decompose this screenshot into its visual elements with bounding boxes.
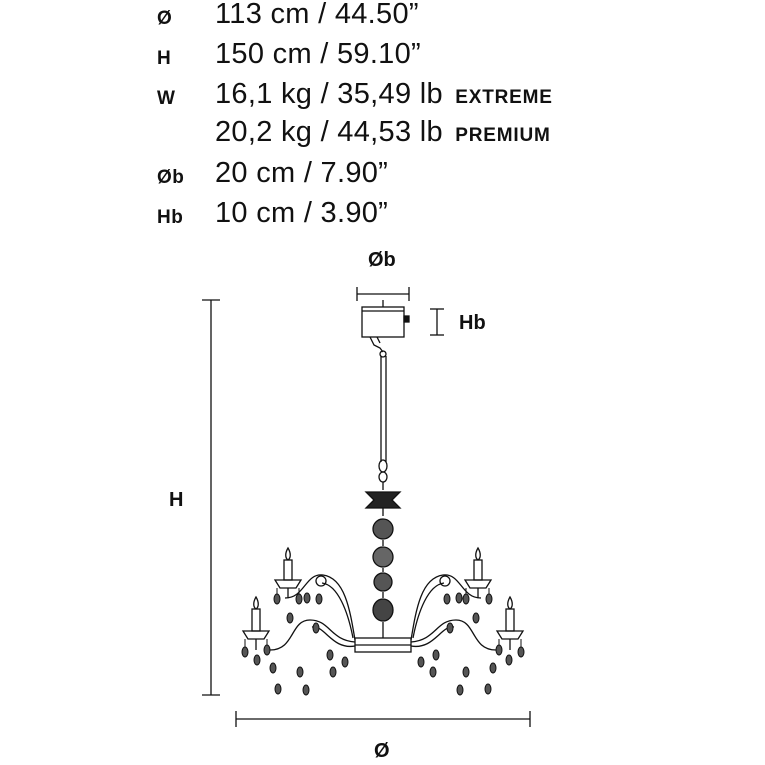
spec-key-base-height: Hb <box>157 207 184 228</box>
dimension-height <box>202 300 220 695</box>
dimension-diameter <box>236 711 530 727</box>
dimension-base-height <box>430 309 444 335</box>
spec-value-base-diameter: 20 cm / 7.90” <box>215 157 389 189</box>
spec-value-base-height: 10 cm / 3.90” <box>215 197 389 229</box>
label-diameter: Ø <box>374 740 390 762</box>
spec-value-diameter: 113 cm / 44.50” <box>215 0 419 30</box>
spec-key-diameter: Ø <box>157 8 173 29</box>
weight-extreme-value: 16,1 kg / 35,49 lb <box>215 78 443 110</box>
left-arms <box>270 575 355 650</box>
suspension-rod <box>379 356 387 490</box>
spec-key-base-diameter: Øb <box>157 167 185 188</box>
central-column <box>355 492 411 652</box>
spec-key-height: H <box>157 48 172 69</box>
candle-upper-left <box>275 548 301 598</box>
label-height: H <box>169 489 184 511</box>
extreme-tag: EXTREME <box>455 87 553 108</box>
label-base-height: Hb <box>459 312 486 334</box>
label-base-diameter: Øb <box>368 249 396 271</box>
candle-lower-right <box>497 597 523 650</box>
spec-key-weight: W <box>157 88 176 109</box>
right-arms <box>411 575 496 650</box>
premium-tag: PREMIUM <box>455 125 551 146</box>
dimension-base-diameter <box>357 287 409 301</box>
candle-lower-left <box>243 597 269 650</box>
canopy <box>362 300 409 357</box>
candle-upper-right <box>465 548 491 598</box>
weight-premium-value: 20,2 kg / 44,53 lb <box>215 116 443 148</box>
spec-value-height: 150 cm / 59.10” <box>215 38 421 70</box>
